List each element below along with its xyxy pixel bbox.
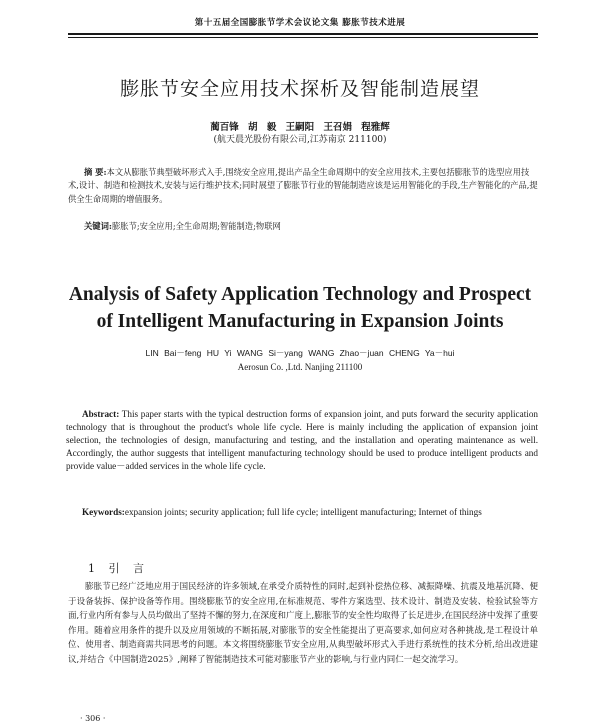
chinese-affiliation: (航天晨光股份有限公司,江苏南京 211100) bbox=[213, 135, 387, 145]
english-affiliation: Aerosun Co. ,Ltd. Nanjing 211100 bbox=[237, 362, 363, 372]
english-title-line-1: Analysis of Safety Application Technology and Prospect bbox=[68, 284, 532, 305]
english-abstract bbox=[66, 408, 538, 473]
section-body: 膨胀节已经广泛地应用于国民经济的许多领域,在承受介质特性的同时,起到补偿热位移、减振降噪、抗震及地基沉降、便于设备装拆、保护设备等作用。围绕膨胀节的安全应用,在标准规范、零件方案选型、技术设计、制造及安装、检验试验等方面,行业内所有参与人员均做出了坚持不懈的努力,在深度和广度上,膨胀节的安全性均取得了长足进步,在国民经济中发挥了重要作用。随着应用条件的提升以及应用领域的不断拓展,对膨胀节的安全性能提出了更高要求,如何应对各种挑战,是工程设计单位、使用者、制造商需共同思考的问题。本文将围绕膨胀节安全应用,从典型破坏形式入手进行系统性的技术分析,给出改进建议,并结合《中国制造2025》,阐释了智能制造技术可能对膨胀节产业的影响,与行业内同仁一起交流学习。 bbox=[68, 582, 538, 665]
english-abstract-text: This paper starts with the typical destruction forms of expansion joint, and puts forward the security application technology that is throughout the product's whole life cycle. Here is mainly including the application of expansion joint selection, the technologies of design, manufacturing and testing, and the installation and operating maintenance as well. Accordingly, the author suggests that intelligent manufacturing technology should be used to produce intelligent products and provide value－added services in the whole life cycle. bbox=[66, 409, 539, 471]
section-heading: 1 引 言 bbox=[88, 562, 144, 575]
header-rule-thin bbox=[68, 37, 538, 38]
english-keywords bbox=[66, 506, 538, 519]
english-title-line-2: of Intelligent Manufacturing in Expansion Joints bbox=[96, 311, 504, 332]
header-rule-thick bbox=[68, 33, 538, 35]
running-head: 第十五届全国膨胀节学术会议论文集 膨胀节技术进展 bbox=[194, 18, 406, 28]
english-keywords-text: expansion joints; security application; full life cycle; intelligent manufacturing; Internet of things bbox=[124, 507, 482, 517]
chinese-keywords-text: 膨胀节;安全应用;全生命周期;智能制造;物联网 bbox=[111, 221, 281, 231]
chinese-abstract-text: 本文从膨胀节典型破坏形式入手,围绕安全应用,提出产品全生命周期中的安全应用技术,主要包括膨胀节的选型应用技术,设计、制造和检测技术,安装与运行维护技术;同时展望了膨胀节行业的智能制造应该是运用智能化的手段,生产智能化的产品,提供全生命周期的增值服务。 bbox=[68, 167, 538, 204]
chinese-title: 膨胀节安全应用技术探析及智能制造展望 bbox=[119, 78, 480, 100]
chinese-keywords-label: 关键词: bbox=[84, 221, 112, 231]
english-abstract-label: Abstract: bbox=[82, 409, 120, 419]
chinese-abstract bbox=[68, 166, 538, 206]
chinese-keywords bbox=[84, 220, 538, 233]
chinese-abstract-label: 摘 要: bbox=[84, 167, 107, 177]
english-authors: LIN Bai－feng HU Yi WANG Si－yang WANG Zhao－juan CHENG Ya－hui bbox=[145, 348, 455, 358]
english-title bbox=[0, 281, 600, 335]
english-keywords-label: Keywords: bbox=[82, 507, 125, 517]
chinese-authors: 蔺百锋 胡 毅 王嗣阳 王召娟 程雅辉 bbox=[210, 122, 390, 133]
page-number: · 306 · bbox=[80, 714, 106, 723]
